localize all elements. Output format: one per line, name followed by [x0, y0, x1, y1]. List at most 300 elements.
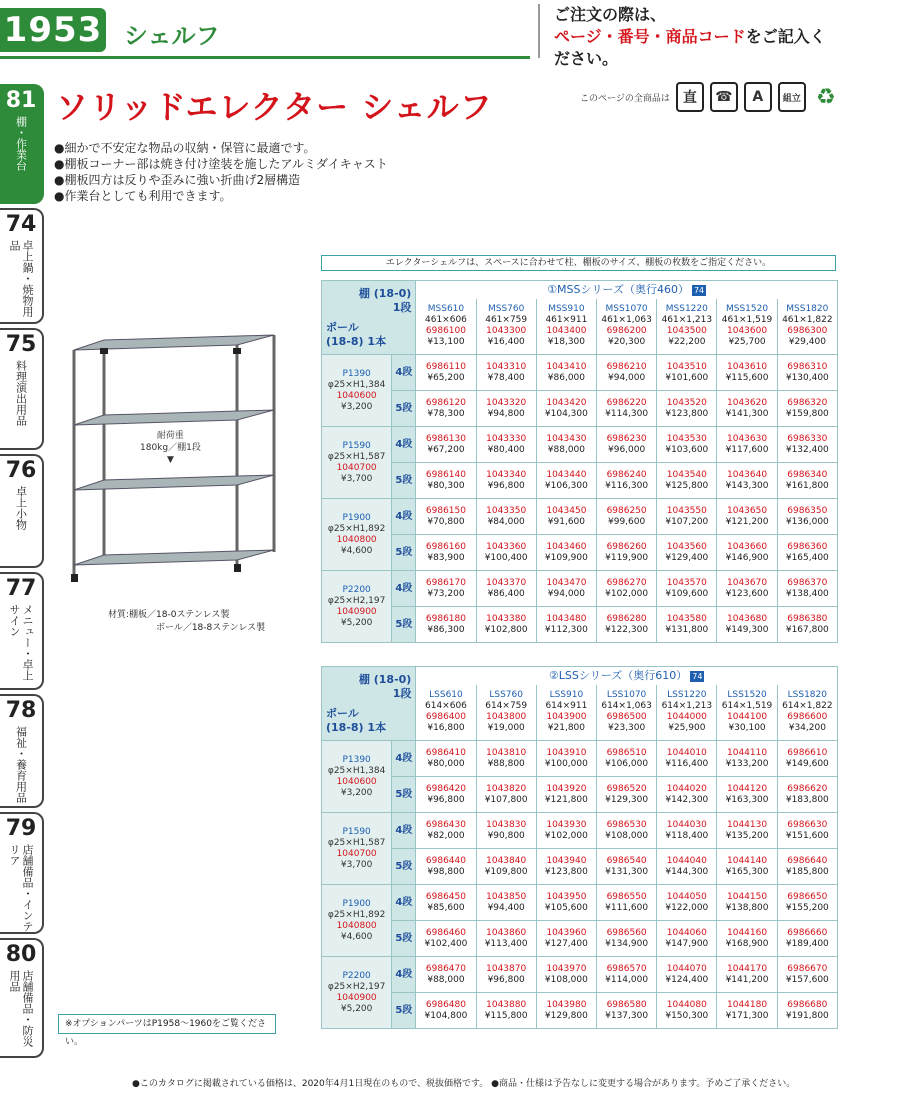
model-cell [476, 685, 536, 741]
price-cell [777, 957, 837, 993]
model-price: ¥16,800 [427, 723, 465, 734]
product-price: ¥113,400 [484, 938, 528, 949]
feature-item: ●作業台としても利用できます。 [54, 189, 232, 203]
sidebar-tab-label: 店舗備品・インテリア [8, 844, 34, 932]
price-cell [416, 427, 476, 463]
model-name: MSS1820 [786, 304, 829, 315]
price-cell [657, 741, 717, 777]
product-price: ¥98,800 [427, 866, 465, 877]
table-row [322, 849, 838, 885]
product-code: 6986610 [787, 747, 828, 758]
pole-cell [322, 885, 392, 957]
direct-delivery-icon: 直 [676, 82, 704, 112]
product-code: 1043640 [727, 469, 768, 480]
price-cell [597, 535, 657, 571]
product-price: ¥86,000 [547, 372, 585, 383]
product-code: 1043540 [666, 469, 707, 480]
product-price: ¥135,200 [725, 830, 769, 841]
model-name: MSS760 [487, 304, 525, 315]
product-price: ¥129,800 [544, 1010, 588, 1021]
pole-cell [322, 499, 392, 571]
sidebar-tab-label: 料理演出用品 [14, 360, 28, 426]
price-cell [657, 571, 717, 607]
price-cell [717, 921, 777, 957]
price-cell [476, 355, 536, 391]
price-cell [597, 813, 657, 849]
price-cell [597, 849, 657, 885]
product-price: ¥70,800 [427, 516, 465, 527]
product-code: 6986430 [425, 819, 466, 830]
product-price: ¥90,800 [487, 830, 525, 841]
product-code: 6986110 [425, 361, 466, 372]
price-cell [657, 993, 717, 1029]
product-price: ¥67,200 [427, 444, 465, 455]
price-cell [657, 957, 717, 993]
product-code: 6986480 [425, 999, 466, 1010]
price-cell [536, 957, 596, 993]
product-price: ¥117,600 [725, 444, 769, 455]
price-cell [536, 993, 596, 1029]
sidebar-tab[interactable] [0, 84, 44, 204]
product-code: 6986530 [606, 819, 647, 830]
product-code: 6986680 [787, 999, 828, 1010]
price-cell [717, 885, 777, 921]
price-cell [416, 957, 476, 993]
product-price: ¥149,300 [725, 624, 769, 635]
product-code: 6986140 [425, 469, 466, 480]
price-cell [597, 571, 657, 607]
sidebar-tab-number: 80 [5, 942, 37, 967]
price-cell [536, 849, 596, 885]
tier-count: 4段 [392, 885, 416, 921]
price-cell [657, 355, 717, 391]
footer-note: ●このカタログに掲載されている価格は、2020年4月1日現在のもので、税抜価格です。 ●商品・仕様は予告なしに変更する場合があります。予めご了承ください。 [132, 1079, 796, 1089]
product-price: ¥118,400 [665, 830, 709, 841]
model-name: LSS1220 [667, 690, 707, 701]
price-cell [777, 607, 837, 643]
model-cell [536, 685, 596, 741]
price-cell [777, 741, 837, 777]
price-cell [657, 813, 717, 849]
pole-spec: φ25×H1,587 [327, 451, 386, 462]
price-cell [657, 463, 717, 499]
product-code: 1043610 [727, 361, 768, 372]
pole-price: ¥3,700 [340, 859, 373, 870]
product-price: ¥82,000 [427, 830, 465, 841]
price-cell [777, 427, 837, 463]
series-title: ②LSSシリーズ（奥行610） [548, 668, 688, 682]
pole-sub: (18-8) 1本 [326, 720, 387, 734]
price-cell [416, 535, 476, 571]
table-row [322, 993, 838, 1029]
product-code: 6986230 [606, 433, 647, 444]
product-code: 1043840 [486, 855, 527, 866]
model-name: LSS610 [429, 690, 463, 701]
model-code: 1044100 [727, 712, 768, 723]
sidebar-tab[interactable] [0, 694, 44, 808]
product-code: 1044110 [727, 747, 768, 758]
price-cell [476, 535, 536, 571]
product-code: 1043350 [486, 505, 527, 516]
model-code: 1043600 [727, 326, 768, 337]
category-title: シェルフ [124, 22, 220, 50]
product-code: 1043410 [546, 361, 587, 372]
model-cell [657, 685, 717, 741]
feature-item: ●棚板コーナー部は焼き付け塗装を施したアルミダイキャスト [54, 157, 388, 171]
sidebar-tab[interactable] [0, 328, 44, 450]
model-price: ¥29,400 [788, 337, 826, 348]
product-price: ¥114,000 [605, 974, 649, 985]
price-cell [536, 813, 596, 849]
price-cell [597, 993, 657, 1029]
model-price: ¥19,000 [487, 723, 525, 734]
sidebar-tab[interactable] [0, 208, 44, 324]
product-code: 6986130 [425, 433, 466, 444]
product-price: ¥100,000 [544, 758, 588, 769]
price-cell [777, 463, 837, 499]
product-code: 6986470 [425, 963, 466, 974]
product-price: ¥133,200 [725, 758, 769, 769]
down-triangle-icon: ▼ [166, 455, 174, 465]
price-cell [416, 921, 476, 957]
product-price: ¥134,900 [605, 938, 649, 949]
price-table [321, 280, 838, 643]
sidebar-tab-number: 81 [5, 88, 37, 113]
model-price: ¥20,300 [608, 337, 646, 348]
model-code: 6986300 [787, 326, 828, 337]
model-size: 614×1,822 [782, 701, 833, 712]
pole-code: 1040900 [336, 606, 377, 617]
price-cell [416, 571, 476, 607]
price-cell [777, 535, 837, 571]
product-price: ¥85,600 [427, 902, 465, 913]
model-cell [536, 299, 596, 355]
pole-page: P1590 [342, 826, 371, 837]
product-price: ¥159,800 [785, 408, 829, 419]
product-code: 1043620 [727, 397, 768, 408]
product-price: ¥129,300 [605, 794, 649, 805]
product-code: 1043940 [546, 855, 587, 866]
model-size: 461×1,213 [661, 315, 713, 326]
price-cell [657, 849, 717, 885]
price-cell [597, 741, 657, 777]
price-cell [536, 355, 596, 391]
product-code: 6986220 [606, 397, 647, 408]
product-price: ¥91,600 [547, 516, 585, 527]
model-price: ¥21,800 [547, 723, 585, 734]
price-table [321, 666, 838, 1029]
price-cell [476, 391, 536, 427]
table-row [322, 607, 838, 643]
product-price: ¥191,800 [785, 1010, 829, 1021]
model-size: 614×1,213 [661, 701, 713, 712]
model-cell [597, 685, 657, 741]
price-cell [717, 535, 777, 571]
price-cell [416, 355, 476, 391]
product-price: ¥88,800 [487, 758, 525, 769]
product-price: ¥102,800 [484, 624, 528, 635]
model-cell [717, 685, 777, 741]
product-code: 1043860 [486, 927, 527, 938]
price-cell [717, 391, 777, 427]
product-price: ¥109,900 [544, 552, 588, 563]
product-code: 6986570 [606, 963, 647, 974]
tier-count: 4段 [392, 957, 416, 993]
product-price: ¥65,200 [427, 372, 465, 383]
pole-spec: φ25×H1,384 [327, 379, 386, 390]
table-row [322, 741, 838, 777]
phone-order-icon: ☎ [710, 82, 738, 112]
price-cell [476, 463, 536, 499]
product-price: ¥109,600 [665, 588, 709, 599]
price-cell [777, 921, 837, 957]
product-price: ¥107,800 [484, 794, 528, 805]
notice-end: をご記入ください。 [554, 27, 826, 68]
tier-count: 4段 [392, 427, 416, 463]
model-size: 614×1,063 [601, 701, 652, 712]
price-cell [717, 571, 777, 607]
product-price: ¥104,300 [544, 408, 588, 419]
model-code: 1043500 [666, 326, 707, 337]
product-price: ¥86,300 [427, 624, 465, 635]
pole-label: ポール [326, 320, 359, 334]
pole-cell [322, 355, 392, 427]
pole-page: P1590 [342, 440, 371, 451]
table-row [322, 813, 838, 849]
product-price: ¥88,000 [427, 974, 465, 985]
sidebar-tab-number: 75 [5, 332, 37, 357]
price-cell [536, 921, 596, 957]
pole-spec: φ25×H1,384 [327, 765, 386, 776]
product-price: ¥138,800 [725, 902, 769, 913]
product-price: ¥103,600 [665, 444, 709, 455]
product-price: ¥138,400 [785, 588, 829, 599]
price-cell [536, 885, 596, 921]
model-size: 614×911 [545, 701, 588, 712]
model-price: ¥25,700 [728, 337, 766, 348]
product-price: ¥109,800 [484, 866, 528, 877]
product-code: 1043910 [546, 747, 587, 758]
model-name: MSS910 [548, 304, 585, 315]
load-capacity [140, 430, 201, 466]
price-cell [536, 777, 596, 813]
product-price: ¥189,400 [785, 938, 829, 949]
price-cell [657, 777, 717, 813]
product-price: ¥132,400 [785, 444, 829, 455]
price-cell [657, 391, 717, 427]
price-cell [597, 957, 657, 993]
product-code: 1043970 [546, 963, 587, 974]
tier-count: 4段 [392, 355, 416, 391]
price-cell [416, 499, 476, 535]
product-price: ¥141,200 [725, 974, 769, 985]
product-code: 1043440 [546, 469, 587, 480]
pole-code: 1040700 [336, 848, 377, 859]
product-code: 6986270 [606, 577, 647, 588]
product-code: 6986360 [787, 541, 828, 552]
price-cell [416, 463, 476, 499]
model-code: 1043800 [486, 712, 527, 723]
pole-page: P1900 [342, 898, 371, 909]
product-code: 6986380 [787, 613, 828, 624]
model-size: 614×606 [425, 701, 467, 712]
product-price: ¥78,400 [487, 372, 525, 383]
product-price: ¥116,300 [605, 480, 649, 491]
price-cell [597, 499, 657, 535]
product-code: 6986420 [425, 783, 466, 794]
price-cell [476, 741, 536, 777]
price-cell [657, 535, 717, 571]
product-price: ¥80,300 [427, 480, 465, 491]
price-cell [777, 355, 837, 391]
price-cell [717, 777, 777, 813]
pole-page: P1390 [342, 754, 371, 765]
product-code: 6986120 [425, 397, 466, 408]
product-price: ¥88,000 [547, 444, 585, 455]
table-row [322, 463, 838, 499]
sidebar-tab-number: 77 [5, 576, 37, 601]
price-cell [657, 921, 717, 957]
product-price: ¥80,400 [487, 444, 525, 455]
product-price: ¥147,900 [665, 938, 709, 949]
model-code: 1043400 [546, 326, 587, 337]
product-code: 6986450 [425, 891, 466, 902]
sidebar-tab-label: 店舗備品・防災用品 [8, 970, 34, 1047]
feature-list [54, 140, 388, 204]
tier-count: 5段 [392, 849, 416, 885]
product-price: ¥111,600 [605, 902, 649, 913]
price-cell [476, 499, 536, 535]
product-code: 1044140 [727, 855, 768, 866]
price-cell [777, 885, 837, 921]
product-price: ¥86,400 [487, 588, 525, 599]
price-cell [536, 741, 596, 777]
price-cell [476, 849, 536, 885]
product-code: 1043670 [727, 577, 768, 588]
product-code: 6986180 [425, 613, 466, 624]
pole-code: 1040900 [336, 992, 377, 1003]
price-cell [717, 499, 777, 535]
product-price: ¥146,900 [725, 552, 769, 563]
model-code: 1043300 [486, 326, 527, 337]
product-price: ¥115,800 [484, 1010, 528, 1021]
model-code: 1044000 [666, 712, 707, 723]
model-price: ¥13,100 [427, 337, 465, 348]
pole-price: ¥5,200 [340, 617, 373, 628]
sidebar-tab-label: 棚・作業台 [14, 116, 28, 171]
product-code: 1044030 [666, 819, 707, 830]
product-code: 6986550 [606, 891, 647, 902]
product-price: ¥161,800 [785, 480, 829, 491]
product-price: ¥73,200 [427, 588, 465, 599]
product-code: 1044180 [727, 999, 768, 1010]
product-code: 6986170 [425, 577, 466, 588]
model-code: 6986500 [606, 712, 647, 723]
model-cell [777, 685, 837, 741]
tier-count: 5段 [392, 535, 416, 571]
product-code: 1044050 [666, 891, 707, 902]
pole-page: P2200 [342, 584, 371, 595]
product-price: ¥122,000 [665, 902, 709, 913]
price-cell [536, 499, 596, 535]
model-cell [476, 299, 536, 355]
model-size: 461×606 [425, 315, 467, 326]
price-cell [657, 427, 717, 463]
model-code: 6986400 [425, 712, 466, 723]
product-price: ¥107,200 [665, 516, 709, 527]
price-cell [416, 993, 476, 1029]
product-code: 1043310 [486, 361, 527, 372]
pole-spec: φ25×H1,587 [327, 837, 386, 848]
product-price: ¥183,800 [785, 794, 829, 805]
product-code: 1043340 [486, 469, 527, 480]
shelf-count: 1段 [392, 686, 412, 700]
sidebar-tab[interactable] [0, 812, 44, 934]
pole-cell [322, 741, 392, 813]
table-row [322, 391, 838, 427]
price-cell [777, 571, 837, 607]
sidebar-tab-label: 福祉・養育用品 [14, 726, 28, 803]
product-price: ¥102,400 [424, 938, 468, 949]
sidebar-tab[interactable] [0, 454, 44, 568]
product-code: 1043330 [486, 433, 527, 444]
product-code: 6986660 [787, 927, 828, 938]
price-cell [717, 427, 777, 463]
product-price: ¥106,300 [544, 480, 588, 491]
product-code: 1043460 [546, 541, 587, 552]
price-cell [536, 463, 596, 499]
sidebar-tab[interactable] [0, 938, 44, 1058]
price-cell [717, 993, 777, 1029]
product-code: 6986350 [787, 505, 828, 516]
product-price: ¥101,600 [665, 372, 709, 383]
product-price: ¥142,300 [665, 794, 709, 805]
model-name: MSS610 [427, 304, 465, 315]
shelf-count: 1段 [392, 300, 412, 314]
sidebar-tab[interactable] [0, 572, 44, 690]
product-price: ¥155,200 [785, 902, 829, 913]
pole-spec: φ25×H2,197 [327, 981, 386, 992]
model-name: LSS910 [549, 690, 584, 701]
price-cell [597, 355, 657, 391]
model-name: LSS1520 [727, 690, 767, 701]
price-cell [657, 607, 717, 643]
notice-red: ページ・番号・商品コード [554, 27, 746, 46]
series-badge: 74 [693, 285, 705, 295]
product-price: ¥165,400 [785, 552, 829, 563]
product-code: 1043450 [546, 505, 587, 516]
product-code: 6986240 [606, 469, 647, 480]
product-price: ¥104,800 [424, 1010, 468, 1021]
price-cell [416, 741, 476, 777]
capacity-value: 180kg／棚1段 [140, 443, 201, 453]
product-code: 1044070 [666, 963, 707, 974]
model-code: 6986200 [606, 326, 647, 337]
product-price: ¥150,300 [665, 1010, 709, 1021]
product-code: 6986310 [787, 361, 828, 372]
product-price: ¥114,300 [605, 408, 649, 419]
price-cell [536, 607, 596, 643]
tier-count: 5段 [392, 921, 416, 957]
price-cell [536, 535, 596, 571]
product-price: ¥99,600 [608, 516, 646, 527]
pole-price: ¥4,600 [340, 931, 373, 942]
product-price: ¥125,800 [665, 480, 709, 491]
product-price: ¥102,000 [605, 588, 649, 599]
product-code: 6986580 [606, 999, 647, 1010]
product-price: ¥123,800 [544, 866, 588, 877]
header-rule [0, 56, 530, 59]
